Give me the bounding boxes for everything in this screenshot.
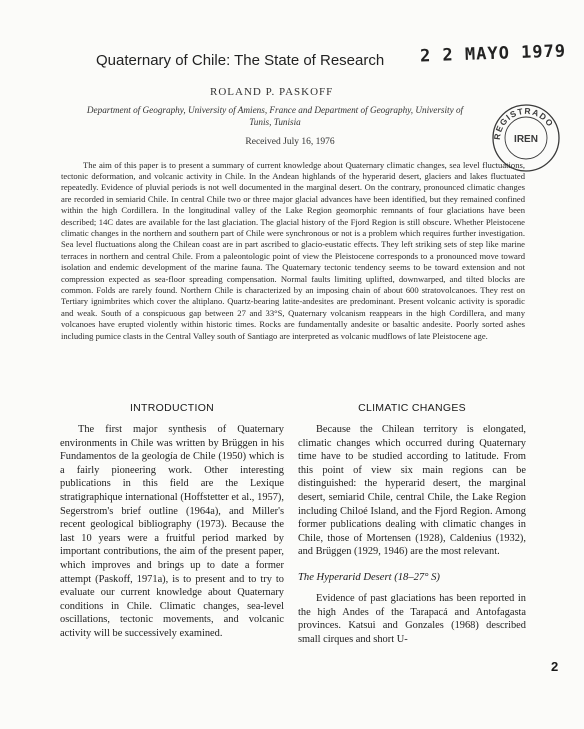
section-heading-climatic-changes: CLIMATIC CHANGES xyxy=(358,402,466,414)
abstract: The aim of this paper is to present a summary of current knowledge about Quaternary climatic changes, sea level fluctuations, tectonic deformation, and volcanic activity in Chile. In the Andean highlands of the hyperarid desert, glaciers and lakes fluctuated repeatedly. Evidence of pluvial periods is not well documented in the marginal desert. On the contrary, pronounced climatic changes are recorded in semiarid Chile. In central Chile two or three major glacial advances have been identified, but they remained confined within the high Cordillera. In the longitudinal valley of the Lake Region geomorphic remnants of four glaciations have been described; 14C dates are available for the last glaciation. The glacial history of the Fjord Region is still obscure. Whether Pleistocene climatic changes in the northern and southern part of Chile were synchronous or not is a problem which requires further investigation. Sea level fluctuations along the Chilean coast are in part ascribed to glacio-eustatic effects. They left striking sets of step like marine terraces in northern and central Chile. From a paleontologic point of view the Pleistocene corresponds to a pronounced move toward isolation and endemic development of the marine fauna. The Quaternary tectonic tendency seems to be toward extension and not compression expected as sea-floor spreading compensation. Normal faults limiting uplifted, downwarped, and tilted blocks are common. Folds are rarely found. Northern Chile is characterized by an imposing chain of about 600 stratovolcanoes. They rest on Tertiary ignimbrites which cover the altiplano. Quartz-bearing latite-andesites are predominant. Present volcanic activity is sporadic and weak. South of a conspicuous gap between 27 and 33°S, Quaternary volcanism reappears in the high Cordillera, and many volcanoes have erupted violently within historic times. Rocks are fundamentally andesite or basaltic andesite. Poorly sorted ashes including pumice clasts in the Central Valley south of Santiago are interpreted as volcanic mudflows of late Pleistocene age. xyxy=(61,159,525,341)
paper-title: Quaternary of Chile: The State of Research xyxy=(96,52,385,69)
seal-ring-text: REGISTRADO xyxy=(491,105,556,141)
received-date-stamp: 2 2 MAYO 1979 xyxy=(419,41,567,67)
introduction-text: The first major synthesis of Quaternary environments in Chile was written by Brüggen in his Fundamentos de la geología de Chile (1950) which is a fairly pioneering work. Other interesting publications in this field are the Lexique stratigraphique international (Hoffstetter et al., 1957), Segerstrom's brief outline (1964a), and Miller's recent geological bibliography (1973). Because the last 10 years were a fruitful period marked by important contributions, the aim of the present paper, which improves and brings up to date a former attempt (Paskoff, 1971a), is to present and to try to evaluate our current knowledge about Quaternary conditions in Chile. Climatic changes, sea-level oscillations, tectonic movements, and volcanic activity will be successively examined. xyxy=(60,424,284,639)
hyperarid-desert-text: Evidence of past glaciations has been reported in the high Andes of the Tarapacá and Antofagasta provinces. Katsui and Gonzales (1968) described small cirques and short U- xyxy=(298,592,526,645)
climatic-changes-text: Because the Chilean territory is elongated, climatic changes which occurred during Quaternary time have to be studied according to latitude. From this point of view six main regions can be distinguished: the hyperarid desert, the marginal desert, semiarid Chile, central Chile, the Lake Region including Chiloé Island, and the Fjord Region. Among former publications dealing with climatic changes in Chile, those of Mortensen (1928), Caldenius (1932), and Brüggen (1929, 1946) are the most relevant. xyxy=(298,424,526,558)
received-line: Received July 16, 1976 xyxy=(245,137,335,147)
column-left xyxy=(60,402,284,641)
seal-label: IREN xyxy=(514,134,538,145)
column-right xyxy=(298,402,526,646)
author-affiliation: Department of Geography, University of Amiens, France and Department of Geography, University of Tunis, Tunisia xyxy=(86,105,464,127)
page-number: 2 xyxy=(551,659,559,674)
author-name: ROLAND P. PASKOFF xyxy=(210,86,334,98)
subsection-heading-hyperarid-desert: The Hyperarid Desert (18–27° S) xyxy=(298,571,440,583)
section-heading-introduction: INTRODUCTION xyxy=(129,402,215,414)
